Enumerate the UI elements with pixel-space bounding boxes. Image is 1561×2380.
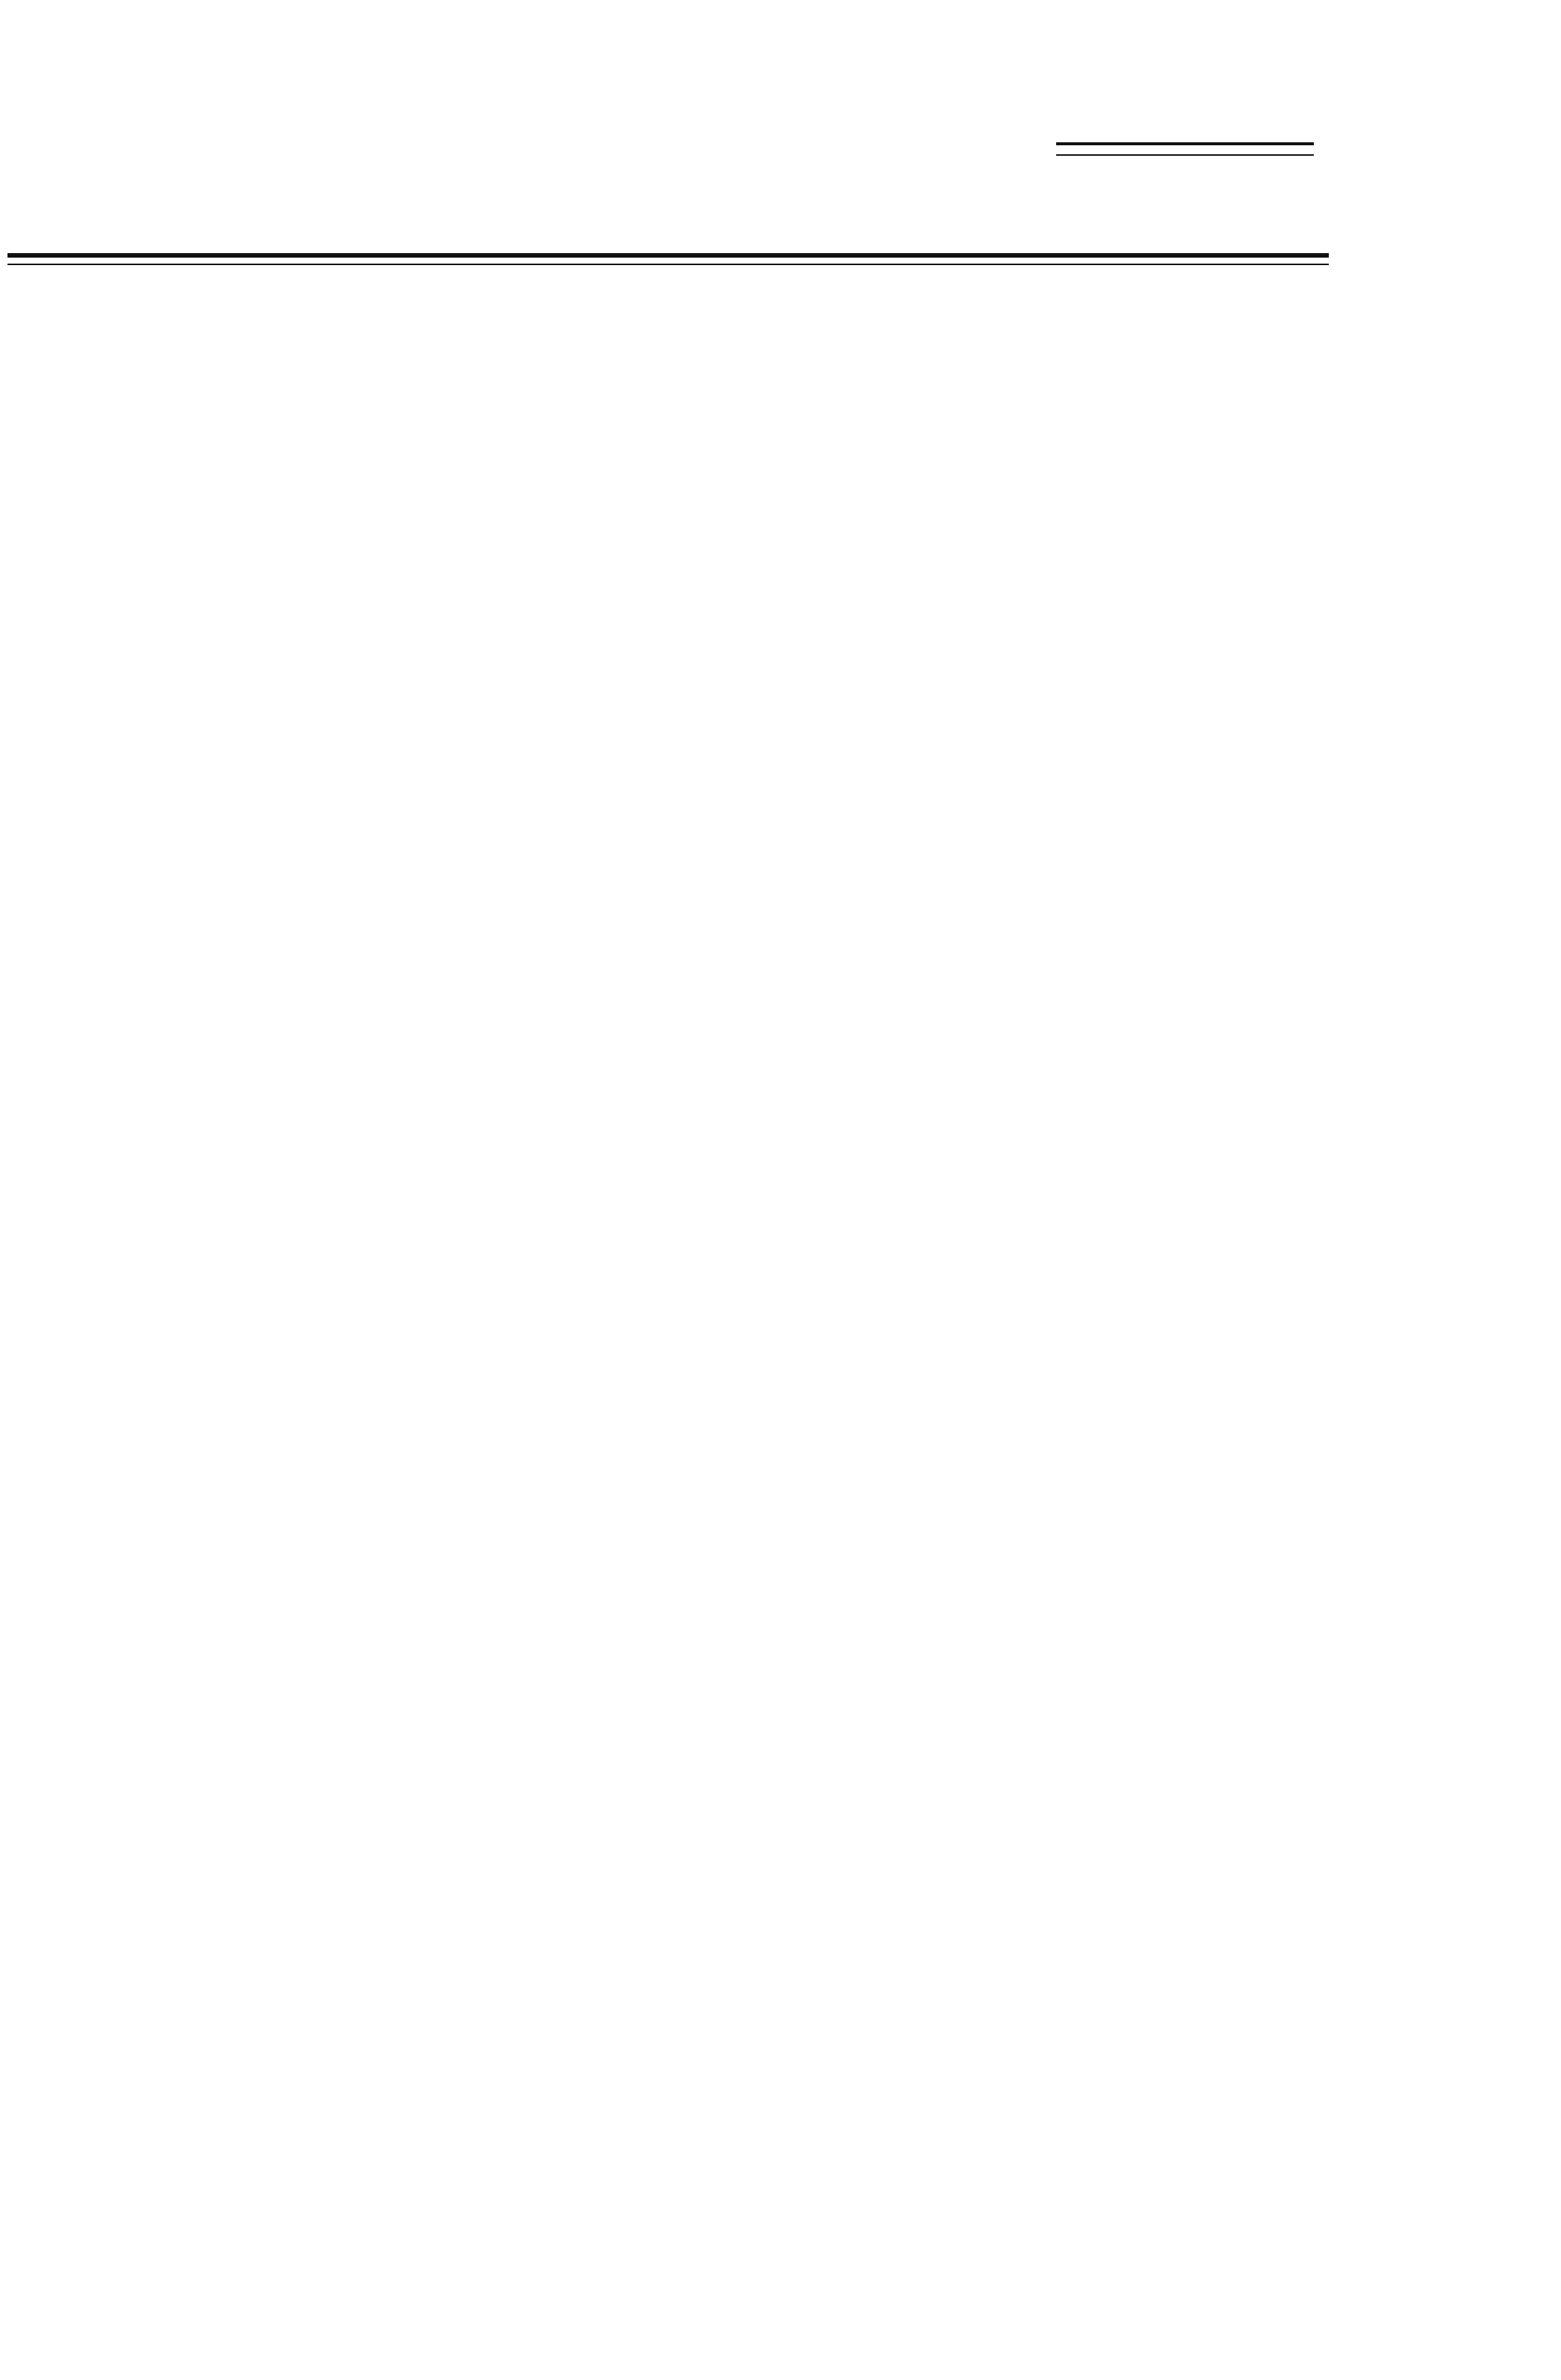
- title-rule: [7, 253, 1329, 258]
- header-rule-2: [1056, 154, 1314, 156]
- title-rule-2: [7, 264, 1329, 265]
- header-rule: [1056, 142, 1314, 145]
